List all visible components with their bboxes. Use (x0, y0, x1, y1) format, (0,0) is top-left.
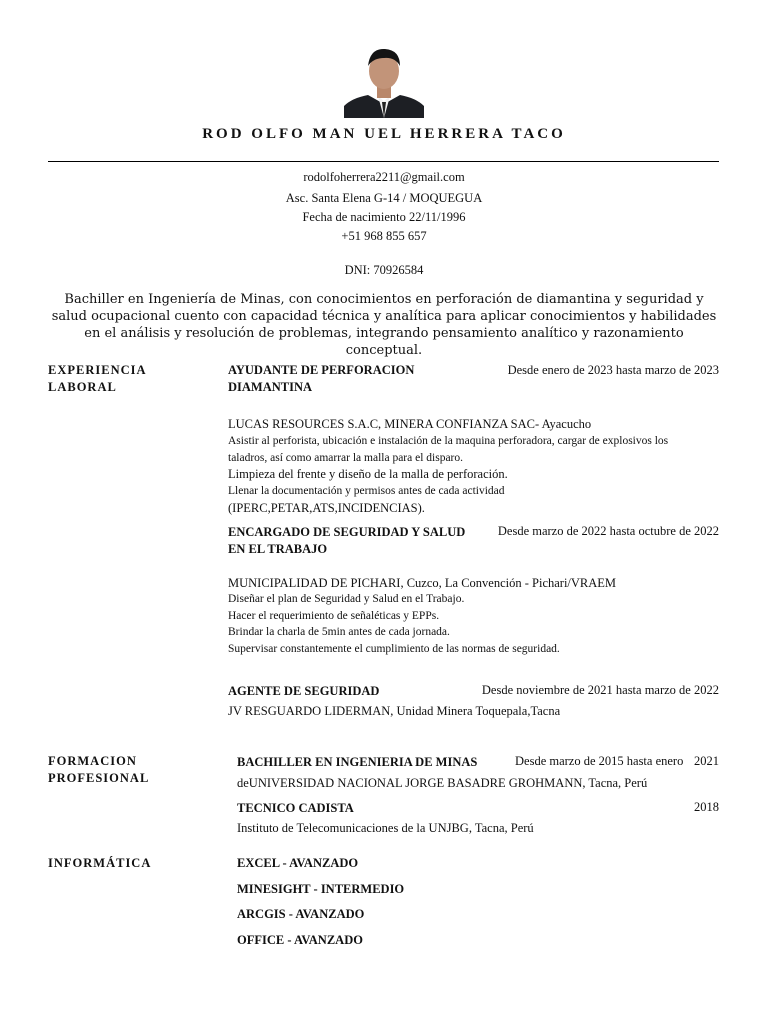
profile-photo (344, 44, 424, 118)
skill-item: OFFICE - AVANZADO (237, 933, 363, 947)
duty-line: Brindar la charla de 5min antes de cada jornada. (228, 626, 450, 638)
duty-line: (IPERC,PETAR,ATS,INCIDENCIAS). (228, 500, 425, 515)
education-heading-line-1: FORMACION (48, 754, 137, 768)
duty-line: taladros, así como amarrar la malla para el disparo. (228, 451, 464, 464)
degree-dates: Desde marzo de 2015 hasta enero (515, 754, 684, 768)
skill-item: MINESIGHT - INTERMEDIO (237, 882, 405, 896)
degree-institution: Instituto de Telecomunicaciones de la UNJBG, Tacna, Perú (237, 821, 534, 835)
education-heading-line-2: PROFESIONAL (48, 771, 150, 785)
degree-title: BACHILLER EN INGENIERIA DE MINAS (237, 755, 478, 769)
duty-line: Limpieza del frente y diseño de la malla de perforación. (228, 467, 508, 481)
duty-line: Hacer el requerimiento de señaléticas y EPPs. (228, 609, 440, 622)
job-title-line-1: AYUDANTE DE PERFORACION (228, 363, 415, 377)
address: Asc. Santa Elena G-14 / MOQUEGUA (285, 191, 483, 205)
skill-item: ARCGIS - AVANZADO (237, 907, 365, 921)
job-dates: Desde enero de 2023 hasta marzo de 2023 (507, 363, 719, 377)
degree-year: 2018 (694, 800, 719, 814)
degree-year: 2021 (694, 754, 719, 768)
duty-line: Llenar la documentación y permisos antes de cada actividad (228, 485, 505, 497)
degree-title: TECNICO CADISTA (237, 801, 354, 815)
job-company: JV RESGUARDO LIDERMAN, Unidad Minera Toquepala,Tacna (228, 704, 561, 718)
duty-line: Supervisar constantemente el cumplimiento de las normas de seguridad. (228, 642, 560, 655)
birth-date: Fecha de nacimiento 22/11/1996 (302, 210, 466, 224)
job-title-line-2: EN EL TRABAJO (228, 542, 328, 556)
job-dates: Desde noviembre de 2021 hasta marzo de 2022 (481, 683, 719, 697)
job-duties (228, 591, 560, 657)
duty-line: Diseñar el plan de Seguridad y Salud en el Trabajo. (228, 593, 465, 605)
skill-item: EXCEL - AVANZADO (237, 856, 359, 870)
phone: +51 968 855 657 (341, 229, 427, 243)
email: rodolfoherrera2211@gmail.com (303, 170, 465, 184)
job-title: AGENTE DE SEGURIDAD (228, 684, 380, 698)
job-title (228, 362, 414, 396)
duty-line: Asistir al perforista, ubicación e instalación de la maquina perforadora, cargar de explosivos los (228, 435, 669, 447)
job-title (228, 524, 465, 558)
experience-heading (48, 362, 147, 396)
job-duties (228, 433, 668, 517)
profile-summary: Bachiller en Ingeniería de Minas, con conocimientos en perforación de diamantina y seguridad y salud ocupacional cuento con capacidad técnica y analítica para aplicar conocimientos y habilidades en el análisis y resolución de problemas, integrando pensamiento analítico y razonamiento conceptual. (51, 292, 717, 358)
education-heading (48, 753, 149, 787)
job-dates: Desde marzo de 2022 hasta octubre de 2022 (497, 524, 719, 538)
job-title-line-2: DIAMANTINA (228, 380, 313, 394)
header-divider (48, 161, 719, 162)
job-title-line-1: ENCARGADO DE SEGURIDAD Y SALUD (228, 525, 466, 539)
dni: DNI: 70926584 (344, 263, 424, 277)
degree-institution: deUNIVERSIDAD NACIONAL JORGE BASADRE GROHMANN, Tacna, Perú (237, 776, 648, 790)
candidate-name: ROD OLFO MAN UEL HERRERA TACO (202, 126, 566, 142)
job-company: LUCAS RESOURCES S.A.C, MINERA CONFIANZA SAC- Ayacucho (228, 417, 592, 431)
experience-heading-line-2: LABORAL (48, 380, 117, 394)
informatics-heading: INFORMÁTICA (48, 856, 152, 870)
experience-heading-line-1: EXPERIENCIA (48, 363, 147, 377)
job-company: MUNICIPALIDAD DE PICHARI, Cuzco, La Convención - Pichari/VRAEM (228, 576, 617, 590)
